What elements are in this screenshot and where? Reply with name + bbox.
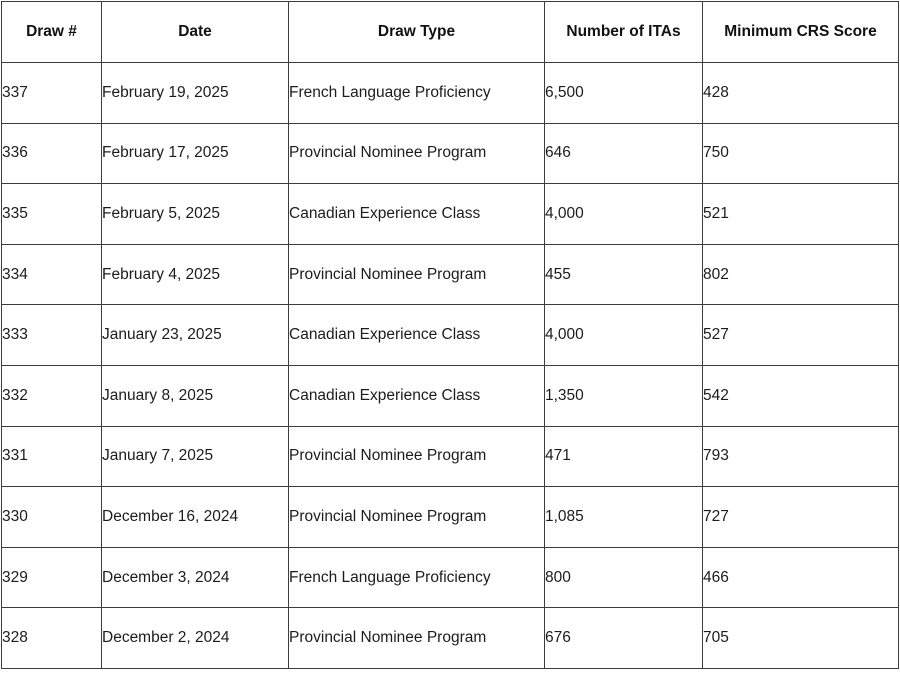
cell-date: December 2, 2024 — [102, 608, 289, 669]
table-row — [2, 305, 899, 366]
cell-number-of-itas: 6,500 — [545, 63, 703, 124]
cell-number-of-itas: 455 — [545, 244, 703, 305]
table-row — [2, 184, 899, 245]
cell-draw-number: 336 — [2, 123, 102, 184]
table-row — [2, 487, 899, 548]
cell-draw-type: Canadian Experience Class — [289, 184, 545, 245]
header-minimum-crs-score: Minimum CRS Score — [703, 2, 899, 63]
header-row — [2, 2, 899, 63]
cell-date: January 7, 2025 — [102, 426, 289, 487]
cell-date: February 5, 2025 — [102, 184, 289, 245]
cell-minimum-crs-score: 521 — [703, 184, 899, 245]
cell-minimum-crs-score: 466 — [703, 547, 899, 608]
cell-number-of-itas: 1,350 — [545, 365, 703, 426]
table-row — [2, 547, 899, 608]
cell-minimum-crs-score: 750 — [703, 123, 899, 184]
cell-number-of-itas: 1,085 — [545, 487, 703, 548]
cell-minimum-crs-score: 705 — [703, 608, 899, 669]
table-row — [2, 63, 899, 124]
table-row — [2, 426, 899, 487]
cell-draw-type: French Language Proficiency — [289, 63, 545, 124]
cell-draw-type: French Language Proficiency — [289, 547, 545, 608]
cell-date: February 4, 2025 — [102, 244, 289, 305]
cell-date: January 23, 2025 — [102, 305, 289, 366]
cell-draw-type: Provincial Nominee Program — [289, 123, 545, 184]
cell-draw-number: 335 — [2, 184, 102, 245]
cell-minimum-crs-score: 428 — [703, 63, 899, 124]
table-body — [2, 63, 899, 669]
cell-draw-type: Provincial Nominee Program — [289, 426, 545, 487]
cell-number-of-itas: 4,000 — [545, 305, 703, 366]
cell-minimum-crs-score: 793 — [703, 426, 899, 487]
cell-date: December 3, 2024 — [102, 547, 289, 608]
cell-draw-number: 332 — [2, 365, 102, 426]
cell-number-of-itas: 800 — [545, 547, 703, 608]
header-draw-type: Draw Type — [289, 2, 545, 63]
cell-number-of-itas: 4,000 — [545, 184, 703, 245]
cell-draw-type: Canadian Experience Class — [289, 305, 545, 366]
table-row — [2, 365, 899, 426]
cell-draw-number: 337 — [2, 63, 102, 124]
cell-date: February 17, 2025 — [102, 123, 289, 184]
cell-draw-number: 333 — [2, 305, 102, 366]
header-number-of-itas: Number of ITAs — [545, 2, 703, 63]
cell-date: December 16, 2024 — [102, 487, 289, 548]
cell-number-of-itas: 471 — [545, 426, 703, 487]
cell-number-of-itas: 646 — [545, 123, 703, 184]
cell-draw-number: 331 — [2, 426, 102, 487]
cell-minimum-crs-score: 727 — [703, 487, 899, 548]
cell-minimum-crs-score: 542 — [703, 365, 899, 426]
table-row — [2, 608, 899, 669]
cell-date: January 8, 2025 — [102, 365, 289, 426]
cell-draw-type: Canadian Experience Class — [289, 365, 545, 426]
cell-number-of-itas: 676 — [545, 608, 703, 669]
cell-draw-number: 334 — [2, 244, 102, 305]
header-date: Date — [102, 2, 289, 63]
cell-draw-type: Provincial Nominee Program — [289, 487, 545, 548]
table-row — [2, 244, 899, 305]
cell-draw-type: Provincial Nominee Program — [289, 608, 545, 669]
cell-date: February 19, 2025 — [102, 63, 289, 124]
cell-draw-type: Provincial Nominee Program — [289, 244, 545, 305]
cell-draw-number: 328 — [2, 608, 102, 669]
cell-draw-number: 330 — [2, 487, 102, 548]
cell-draw-number: 329 — [2, 547, 102, 608]
table-header — [2, 2, 899, 63]
cell-minimum-crs-score: 527 — [703, 305, 899, 366]
header-draw-number: Draw # — [2, 2, 102, 63]
table-row — [2, 123, 899, 184]
cell-minimum-crs-score: 802 — [703, 244, 899, 305]
express-entry-draws-table — [1, 1, 899, 669]
